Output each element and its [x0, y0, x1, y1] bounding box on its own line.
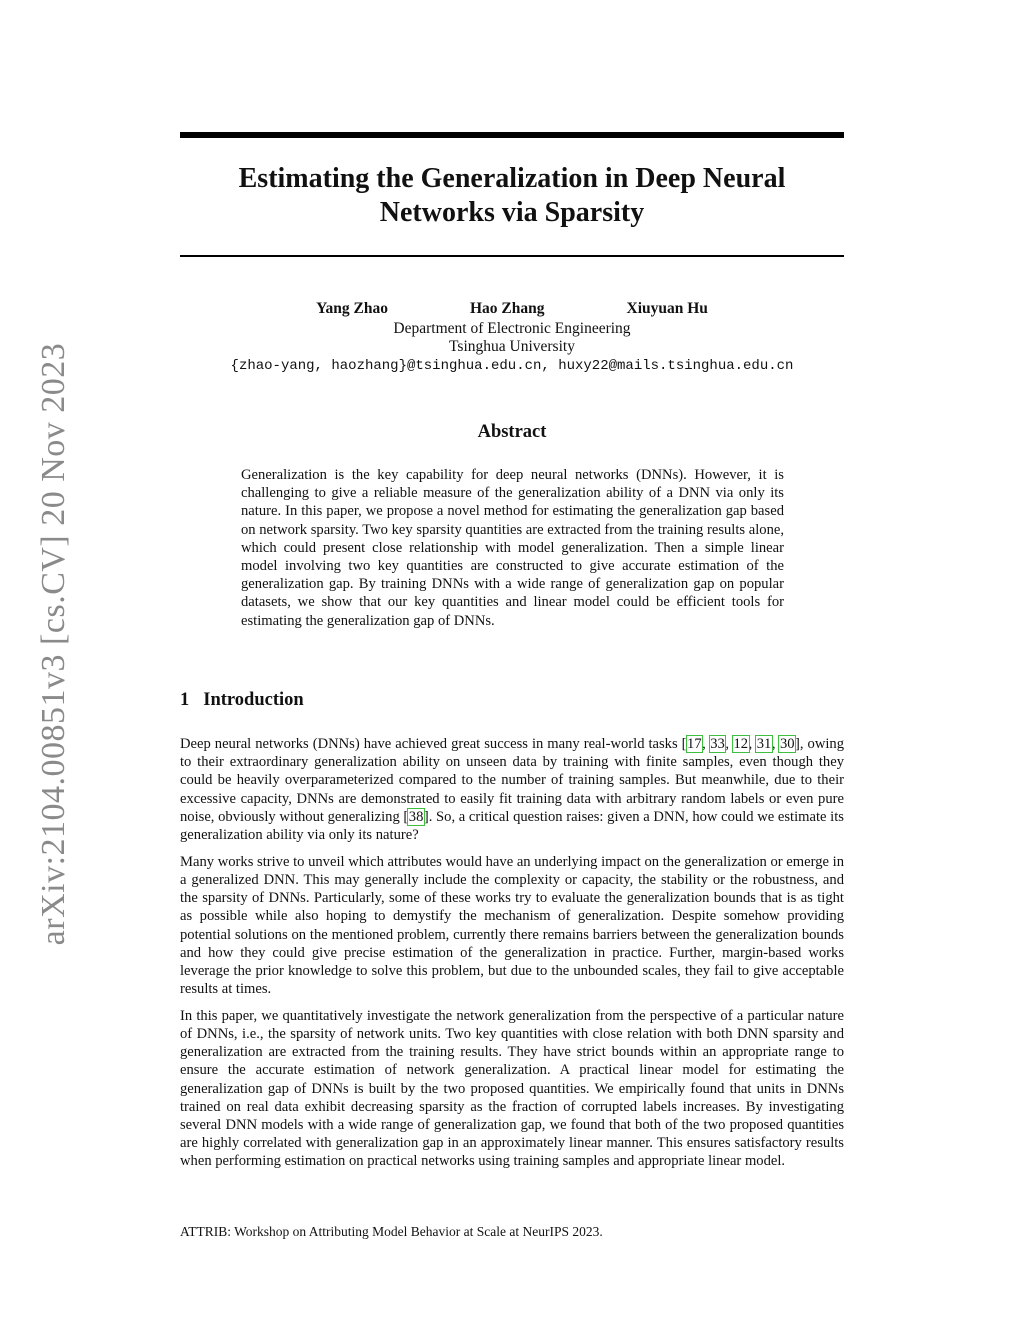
- abstract-text: Generalization is the key capability for deep neural networks (DNNs). However, it is challenging to give a reliable measure of the generalization ability of a DNN via only its nature. In this paper, we propose a novel method for estimating the generalization gap based on network sparsity. Two key sparsity quantities are extracted from the training results alone, which could present close relationship with model generalization. Then a simple linear model involving two key quantities are constructed to give accurate estimation of the generalization gap. By training DNNs with a wide range of generalization gap on popular datasets, we show that our key quantities and linear model could be efficient tools for estimating the generalization gap of DNNs.: [241, 467, 784, 629]
- citation-link[interactable]: 30: [779, 736, 795, 752]
- introduction-body: [180, 735, 844, 1179]
- paragraph: In this paper, we quantitatively investigate the network generalization from the perspective of a particular nature of DNNs, i.e., the sparsity of network units. Two key quantities with close relation with both DNN sparsity and generalization are extracted from the training results. They have strict bounds within an appropriate range to ensure the accurate estimation of network generalization. A practical linear model for estimating the generalization gap of DNNs is built by the two proposed quantities. We empirically found that units in DNNs trained on real data exhibit decreasing sparsity as the fraction of corrupted labels increases. By investigating several DNN models with a wide range of generalization gap, we found that both of the two proposed quantities are highly correlated with generalization gap in an approximately linear manner. This ensures satisfactory results when performing estimation on practical networks using training samples and appropriate linear model.: [180, 1007, 844, 1170]
- arxiv-identifier-stamp: arXiv:2104.00851v3 [cs.CV] 20 Nov 2023: [35, 342, 72, 946]
- title-line-2: Networks via Sparsity: [379, 197, 645, 228]
- section-title: Introduction: [203, 690, 304, 710]
- title-line-1: Estimating the Generalization in Deep Neural: [238, 163, 786, 194]
- citation-link[interactable]: 31: [756, 736, 772, 752]
- citation-link[interactable]: 12: [733, 736, 749, 752]
- citation-link[interactable]: 17: [687, 736, 702, 752]
- paragraph-text: ], owing to their extraordinary generalization ability on unseen data by training with finite samples, even though they could be heavily overparameterized compared to the number of training samples. But meanwhile, due to their excessive capacity, DNNs are demonstrated to easily fit training data with arbitrary random labels or even pure noise, obviously without generalizing [: [180, 736, 845, 825]
- paragraph: Many works strive to unveil which attributes would have an underlying impact on the generalization or emerge in a generalized DNN. This may generally include the complexity or capacity, the stability or the robustness, and the sparsity of DNNs. Particularly, some of these works try to evaluate the generalization bounds that is as tight as possible while also hoping to demystify the mechanism of generalization. Despite somehow providing potential solutions on the mentioned problem, currently there remains barriers between the generalization bounds and how they could give precise estimation of the generalization in practice. Further, margin-based works leverage the prior knowledge to solve this problem, but due to the unbounded scales, they fail to give acceptable results at times.: [180, 853, 844, 998]
- author-name: Hao Zhang: [470, 300, 545, 317]
- section-heading-introduction: [180, 690, 304, 711]
- abstract-heading: Abstract: [477, 422, 547, 442]
- citation-link[interactable]: 38: [408, 808, 424, 825]
- author-block: [180, 300, 844, 375]
- author-emails: {zhao-yang, haozhang}@tsinghua.edu.cn, huxy22@mails.tsinghua.edu.cn: [230, 357, 794, 374]
- paragraph: Deep neural networks (DNNs) have achieved great success in many real-world tasks [17, 33, 12, 31, 30], owing to their extraordinary generalization ability on unseen data by training with finite samples, even though they could be heavily overparameterized compared to the number of training samples. But meanwhile, due to their excessive capacity, DNNs are demonstrated to easily fit training data with arbitrary random labels or even pure noise, obviously without generalizing [38]. So, a critical question raises: given a DNN, how could we estimate its generalization ability via only its nature?: [180, 736, 845, 844]
- author-name: Xiuyuan Hu: [626, 300, 708, 317]
- venue-footnote: ATTRIB: Workshop on Attributing Model Behavior at Scale at NeurIPS 2023.: [180, 1224, 603, 1239]
- title-top-rule: [180, 132, 844, 138]
- paper-title: [180, 162, 844, 230]
- author-university: Tsinghua University: [449, 338, 575, 355]
- author-name: Yang Zhao: [316, 300, 388, 317]
- title-bottom-rule: [180, 255, 844, 257]
- paragraph-text: Deep neural networks (DNNs) have achieved great success in many real-world tasks [: [180, 736, 687, 752]
- author-names: [180, 300, 844, 319]
- paragraph-text: ]. So, a critical question raises: given a DNN, how could we estimate its generalization ability via only its nature?: [180, 808, 844, 844]
- section-number: 1: [180, 690, 190, 710]
- citation-link[interactable]: 33: [710, 736, 725, 752]
- author-department: Department of Electronic Engineering: [393, 319, 631, 337]
